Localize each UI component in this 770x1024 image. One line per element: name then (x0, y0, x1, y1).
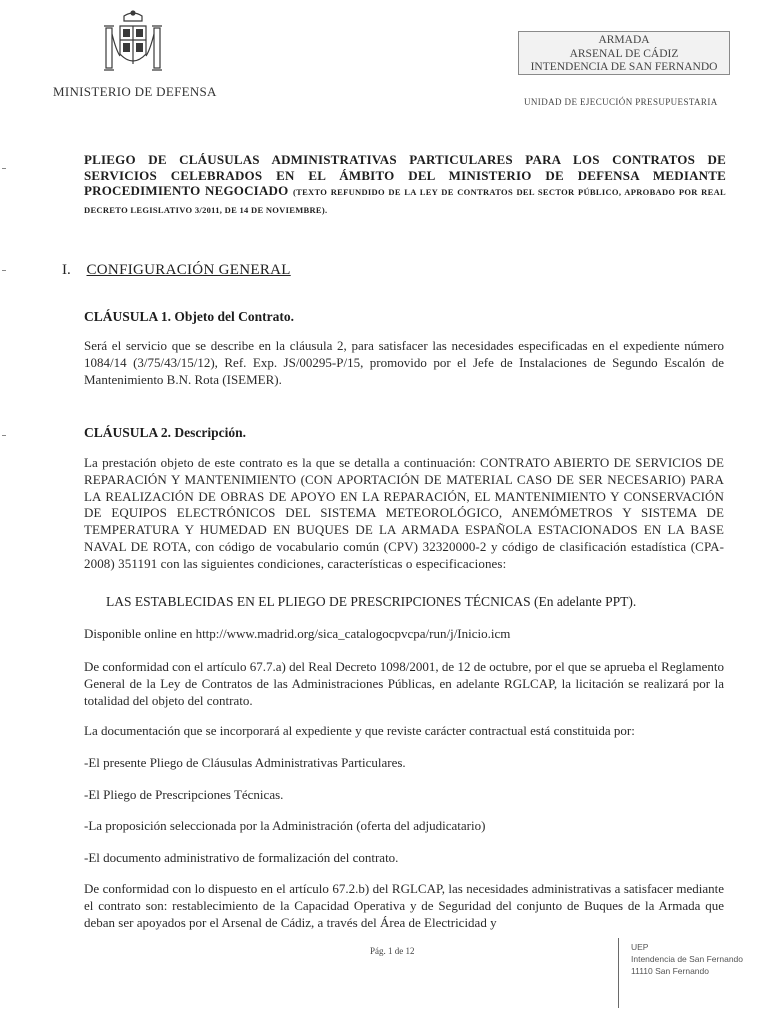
doc-list-item: -La proposición seleccionada por la Administración (oferta del adjudicatario) (84, 818, 486, 833)
footer-uep-block (631, 941, 743, 977)
armada-line: ARMADA (598, 34, 650, 46)
section-heading (62, 262, 291, 279)
section-label: CONFIGURACIÓN GENERAL (86, 262, 291, 278)
document-title (84, 152, 726, 218)
budget-unit: UNIDAD DE EJECUCIÓN PRESUPUESTARIA (524, 97, 718, 107)
doc-list-item: -El Pliego de Prescripciones Técnicas. (84, 787, 284, 802)
armada-stamp (518, 31, 730, 75)
arsenal-line: ARSENAL DE CÁDIZ (569, 47, 679, 60)
rglcap-paragraph: De conformidad con el artículo 67.7.a) del Real Decreto 1098/2001, de 12 de octubre, por el que se aprueba el Reglamento General de la Ley de Contratos de las Administraciones Públicas, en adelante RGLCAP, la licitación se realizará por la totalidad del objeto del contrato. (84, 659, 724, 708)
online-availability: Disponible online en http://www.madrid.org/sica_catalogocpvcpa/run/j/Inicio.icm (84, 626, 511, 641)
footer-uep-office: Intendencia de San Fernando (631, 954, 744, 964)
title-subtitle: (TEXTO REFUNDIDO DE LA LEY DE CONTRATOS DEL SECTOR PÚBLICO, APROBADO POR REAL DECRETO LEGISLATIVO 3/2011, DE 14 DE NOVIEMBRE). (84, 187, 726, 215)
doc-list-item: -El documento administrativo de formalización del contrato. (84, 850, 399, 865)
scan-mark (2, 168, 6, 169)
footer-uep-address: 11110 San Fernando (631, 966, 709, 976)
intendencia-line: INTENDENCIA DE SAN FERNANDO (530, 61, 718, 73)
needs-paragraph: De conformidad con lo dispuesto en el artículo 67.2.b) del RGLCAP, las necesidades administrativas a satisfacer mediante el contrato son: restablecimiento de la Capacidad Operativa y de Seguridad del conjunto de Buques de la Armada que deban ser apoyados por el Arsenal de Cádiz, a través del Área de Electricidad y (84, 881, 724, 930)
scan-mark (2, 270, 6, 271)
clause-1-text: Será el servicio que se describe en la cláusula 2, para satisfacer las necesidades especificadas en el expediente número 1084/14 (3/75/43/15/12), Ref. Exp. JS/00295-P/15, promovido por el Jefe de Instalaciones de Segundo Escalón de Mantenimiento B.N. Rota (ISEMER). (84, 338, 724, 387)
clause-1-heading: CLÁUSULA 1. Objeto del Contrato. (84, 309, 295, 324)
ministry-name: MINISTERIO DE DEFENSA (53, 84, 217, 99)
footer-uep-title: UEP (631, 942, 649, 952)
doc-list-item: -El presente Pliego de Cláusulas Administrativas Particulares. (84, 755, 406, 770)
coat-of-arms-icon (98, 10, 168, 82)
documentation-intro: La documentación que se incorporará al expediente y que reviste carácter contractual está constituida por: (84, 723, 635, 738)
clause-2-text: La prestación objeto de este contrato es la que se detalla a continuación: CONTRATO ABIERTO DE SERVICIOS DE REPARACIÓN Y MANTENIMIENTO (CON APORTACIÓN DE MATERIAL CASO DE SER NECESARIO) PARA LA REALIZACIÓN DE OBRAS DE APOYO EN LA REPARACIÓN, EL MANTENIMIENTO Y CONSERVACIÓN DE EQUIPOS ELECTRÓNICOS DEL SISTEMA METEOROLÓGICO, ANEMÓMETROS Y SISTEMA DE TEMPERATURA Y HUMEDAD EN BUQUES DE LA ARMADA ESPAÑOLA ESTACIONADOS EN LA BASE NAVAL DE ROTA, con código de vocabulario común (CPV) 32320000-2 y código de clasificación estadística (CPA-2008) 351191 con las siguientes condiciones, características o especificaciones: (84, 455, 724, 571)
title-main: PLIEGO DE CLÁUSULAS ADMINISTRATIVAS PARTICULARES PARA LOS CONTRATOS DE SERVICIOS CELEBRADOS EN EL ÁMBITO DEL MINISTERIO DE DEFENSA MEDIANTE PROCEDIMIENTO NEGOCIADO (84, 152, 726, 198)
ppt-reference: LAS ESTABLECIDAS EN EL PLIEGO DE PRESCRIPCIONES TÉCNICAS (En adelante PPT). (106, 594, 637, 609)
page-number: Pág. 1 de 12 (370, 946, 415, 956)
section-number: I. (62, 262, 71, 278)
footer-divider (618, 938, 619, 1008)
clause-2-heading: CLÁUSULA 2. Descripción. (84, 425, 247, 440)
scan-mark (2, 435, 6, 436)
